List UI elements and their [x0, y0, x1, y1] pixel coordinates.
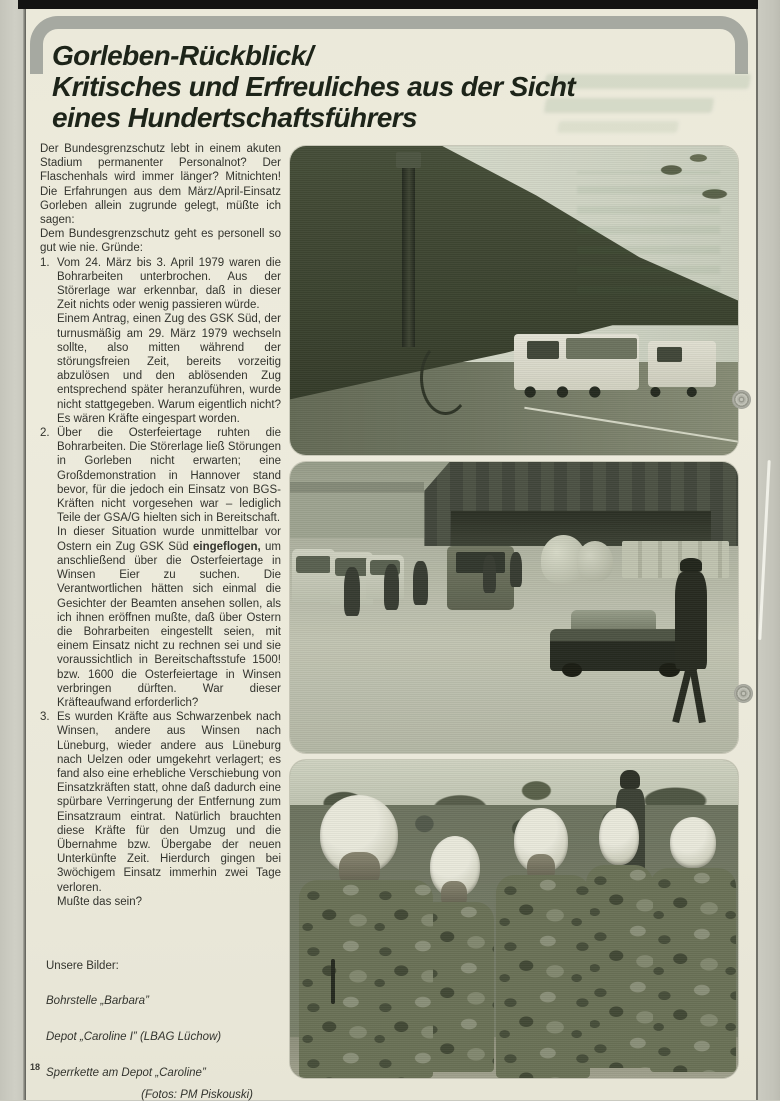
photo-caption: Depot „Caroline I” (LBAG Lüchow) [46, 1031, 222, 1043]
paragraph [57, 312, 281, 426]
captions-block [46, 960, 281, 1101]
photo2-walking-man [666, 558, 715, 727]
photo3-officer [648, 817, 738, 1071]
photo-captions [46, 995, 281, 1079]
text-segment: Über die Osterfeiertage ruhten die Bohrarbeiten. Die Störerlage ließ Störungen in Gorleben nicht erwarten; eine Großdemonstration in Hannover stand bevor, für die jedoch ein Einsatz von BGS-Kräften nicht vorgesehen war – lediglich Teile der GSA/G hielten sich in Bereitschaft. [57, 427, 281, 525]
photo2-man-hat [680, 558, 702, 572]
photo3-helmet [599, 808, 639, 865]
article-list-item [40, 710, 281, 909]
list-item-number: 2. [40, 427, 50, 440]
photo3-officer [586, 808, 653, 1069]
photo2-man-coat [675, 572, 707, 670]
intro-paragraph: Dem Bundesgrenzschutz geht es personell so gut wie nie. Gründe: [40, 228, 281, 255]
photo2-man-leg [689, 666, 706, 724]
paragraph [57, 256, 281, 313]
photo-sperrkette [290, 760, 738, 1078]
scan-margin-left [0, 0, 25, 1100]
photo-caption: Bohrstelle „Barbara” [46, 995, 149, 1007]
paragraph [57, 525, 281, 710]
photo-credit: (Fotos: PM Piskouski) [141, 1089, 253, 1101]
paragraph [57, 426, 281, 525]
photo1-truck-bed [566, 338, 638, 360]
text-segment: um anschließend über die Osterfeiertage in Winsen Eier zu suchen. Die Verantwortlichen hätten sich einmal die Gesichter der Beamten ansehen sollen, als ich ihnen eröffnen mußte, daß über Ostern die Bohrarbeiten eingestellt seien, mit einem Einsatz nicht zu rechnen sei und sie voraussichtlich in Bereitschaftsstufe 1500! bzw. 1600 die Osterfeiertage in Winsen verbringen dürften. War dieser Kräfteaufwand erforderlich? [57, 540, 282, 709]
paragraph [57, 710, 281, 895]
article-list-item [40, 256, 281, 426]
photo3-camo-jacket [496, 875, 591, 1078]
photo2-person [483, 555, 496, 593]
photo1-ghost-print [577, 171, 720, 295]
photo2-person [384, 564, 399, 611]
text-segment: In dieser Situation wurde unmittelbar vor Ostern ein Zug GSK Süd [57, 526, 281, 553]
photo2-bus [292, 549, 335, 601]
photo3-camo-jacket [650, 868, 736, 1072]
bold-text: eingeflogen, [192, 540, 261, 553]
article-body-column [40, 142, 281, 909]
photo3-radio [331, 959, 335, 1004]
article-list [40, 256, 281, 909]
captions-header: Unsere Bilder: [46, 960, 119, 972]
headline-line-3: eines Hundertschaftsführers [52, 102, 418, 133]
photo2-left-building [290, 482, 424, 537]
intro-paragraph: Der Bundesgrenzschutz lebt in einem akuten Stadium permanenter Personalnot? Der Flaschenhals wird immer länger? Mitnichten! Die Erfahrungen aus dem März/April-Einsatz Gorleben allein zugrunde gelegt, müßte ich sagen: [40, 143, 281, 227]
photo2-bus-window [296, 556, 330, 574]
article-headline [52, 40, 712, 133]
text-segment: Einem Antrag, einen Zug des GSK Süd, der turnusmäßig am 29. März 1979 wechseln sollte, also mitten während der störungsfreien Zeit, bereits vorzeitig abzulösen und den ablösenden Zug entsprechend später heranzuführen, wurde nicht stattgegeben. Warum eigentlich nicht? Es wären Kräfte eingespart worden. [57, 313, 281, 425]
photo3-officer [299, 795, 433, 1078]
photo1-hose [420, 341, 471, 415]
photo3-officer [492, 808, 595, 1078]
scan-edge-top [18, 0, 778, 9]
photo1-truck-window [657, 347, 682, 362]
headline-line-2: Kritisches und Erfreuliches aus der Sicht [52, 71, 576, 102]
list-item-number: 1. [40, 256, 50, 269]
photo3-helmet [670, 817, 717, 868]
photo2-car-wheel [562, 663, 583, 678]
photo1-truck-window [527, 341, 558, 360]
article-list-item [40, 426, 281, 710]
text-segment: Es wurden Kräfte aus Schwarzenbek nach Winsen, andere aus Winsen nach Lüneburg, wieder andere aus Lüneburg nach Uelzen oder umgekehrt verlagert; es fand also eine erhebliche Verschiebung von Einsatzkräften statt, ohne daß dadurch eine spürbare Verringerung der Entfernung zum Einsatzraum eintrat. Natürlich brauchten diese Kräfte für den Umzug und die Übernahme bzw. Übergabe der neuen Unterkünfte Zeit. Hierdurch gingen bei 3wöchigem Einsatz immerhin zwei Tage verloren. [57, 711, 281, 894]
photo3-civilian-hat [620, 770, 640, 789]
photo1-drill-tower-top [396, 152, 421, 167]
text-segment: Vom 24. März bis 3. April 1979 waren die Bohrarbeiten unterbrochen. Aus der Störerlage war erkennbar, daß in dieser Zeit nichts oder wenig passieren würde. [57, 256, 281, 312]
photo2-person [344, 567, 360, 616]
punch-hole [734, 684, 753, 703]
punch-hole [732, 390, 751, 409]
photo2-person [413, 561, 427, 605]
photo2-person [510, 552, 523, 587]
photo-caption: Sperrkette am Depot „Caroline” [46, 1067, 206, 1079]
photo1-truck-wheels [514, 385, 716, 399]
page-number: 18 [30, 1062, 41, 1072]
page-edge-left [23, 9, 26, 1100]
photo2-round-tank [577, 541, 613, 582]
headline-line-1: Gorleben-Rückblick/ [52, 40, 313, 71]
scan-margin-right [758, 0, 780, 1100]
photo-bohrstelle-barbara [290, 146, 738, 455]
photo2-van-window [456, 552, 505, 572]
photo1-drill-tower [402, 155, 415, 347]
photo-depot-caroline [290, 462, 738, 753]
text-segment: Mußte das sein? [57, 895, 143, 908]
photo3-camo-jacket [586, 865, 653, 1068]
paragraph [57, 895, 281, 909]
photo3-camo-jacket [299, 880, 433, 1078]
list-item-number: 3. [40, 711, 50, 724]
